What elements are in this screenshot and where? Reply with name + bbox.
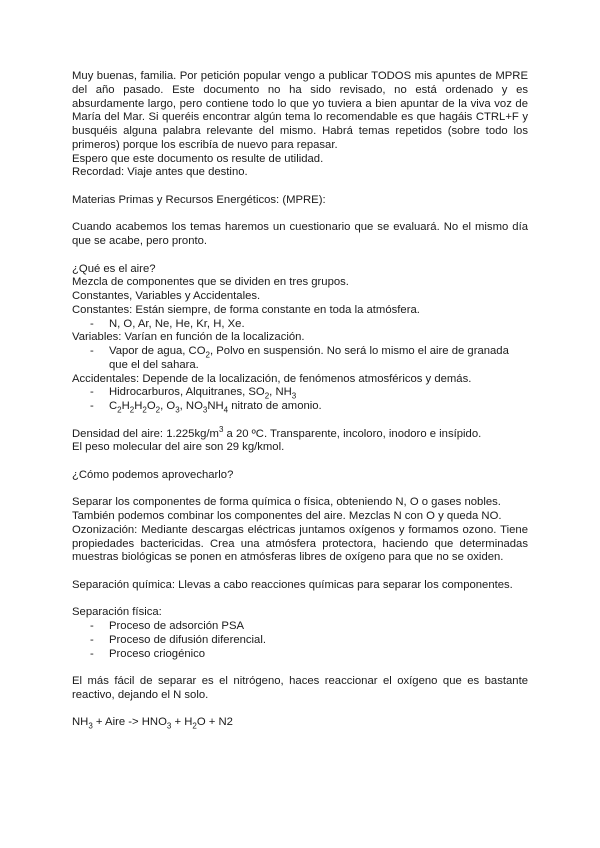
list-item: - Proceso criogénico [90, 647, 206, 660]
air-accidentales: Accidentales: Depende de la localización, de fenómenos atmosféricos y demás. [72, 372, 472, 385]
list-item: - $C_2H_2H_2O_2$, $O_3$, $NO_3NH_4$ nitrato de amonio. [90, 400, 322, 415]
use-separate: Separar los componentes de forma química o física, obteniendo N, O o gases nobles. [72, 496, 501, 509]
use-ozonization: Ozonización: Mediante descargas eléctricas juntamos oxígenos y formamos ozono. Tiene propiedades bactericidas. Crea una atmósfera protectora, haciendo que determinadas muestras biológicas se ponen en atmósferas libres de oxígeno para que no se oxiden. [72, 523, 528, 564]
document-page [72, 70, 528, 730]
exam-note: Cuando acabemos los temas haremos un cuestionario que se evaluará. No el mismo día que se acabe, pero pronto. [72, 221, 528, 247]
intro-wish: Espero que este documento os resulte de utilidad. [72, 152, 324, 165]
reaction-equation: $NH_3$ + Aire -> $HNO_3 + H_2O + N2$ [72, 716, 233, 731]
air-constants: Constantes: Están siempre, de forma constante en toda la atmósfera. [72, 303, 420, 316]
list-item: - Vapor de agua, $CO_2$, Polvo en suspensión. No será lo mismo el aire de granada que el del sahara. [90, 345, 509, 371]
air-molecular-weight: El peso molecular del aire son 29 kg/kmol. [72, 441, 285, 454]
air-groups: Constantes, Variables y Accidentales. [72, 290, 261, 302]
use-combine: También podemos combinar los componentes del aire. Mezclas N con O y queda NO. [72, 510, 502, 522]
list-item: - N, O, Ar, Ne, He, Kr, H, Xe. [90, 317, 245, 330]
subject-title: Materias Primas y Recursos Energéticos: (MPRE): [72, 193, 326, 206]
nitrogen-note: El más fácil de separar es el nitrógeno, haces reaccionar el oxígeno que es bastante reactivo, dejando el N solo. [72, 675, 528, 701]
list-item: - Proceso de difusión diferencial. [90, 633, 266, 646]
intro-paragraph: Muy buenas, familia. Por petición popular vengo a publicar TODOS mis apuntes de MPRE del año pasado. Este documento no ha sido revisado, no está ordenado y es absurdamente largo, pero contiene todo lo que yo tuviera a bien apuntar de la viva voz de María del Mar. Si queréis encontrar algún tema lo recomendable es que hagáis CTRL+F y busquéis alguna palabra relevante del mismo. Habrá temas repetidos (sobre todo los primeros) porque los escribía de nuevo para repasar. [72, 70, 528, 151]
air-density: Densidad del aire: $1.225kg/m^3$ a 20 ºC. Transparente, incoloro, inodoro e insípido. [72, 424, 482, 440]
air-question: ¿Qué es el aire? [72, 262, 156, 275]
list-item: - Proceso de adsorción PSA [90, 620, 245, 632]
air-mixture: Mezcla de componentes que se dividen en tres grupos. [72, 276, 349, 289]
list-item: - Hidrocarburos, Alquitranes, $SO_2$, $NH_3$ [90, 386, 297, 401]
intro-motto: Recordad: Viaje antes que destino. [72, 166, 248, 179]
chemical-separation: Separación química: Llevas a cabo reacciones químicas para separar los componentes. [72, 578, 513, 591]
physical-separation-title: Separación física: [72, 606, 162, 619]
use-question: ¿Cómo podemos aprovecharlo? [72, 468, 234, 481]
air-variables: Variables: Varían en función de la localización. [72, 331, 305, 344]
